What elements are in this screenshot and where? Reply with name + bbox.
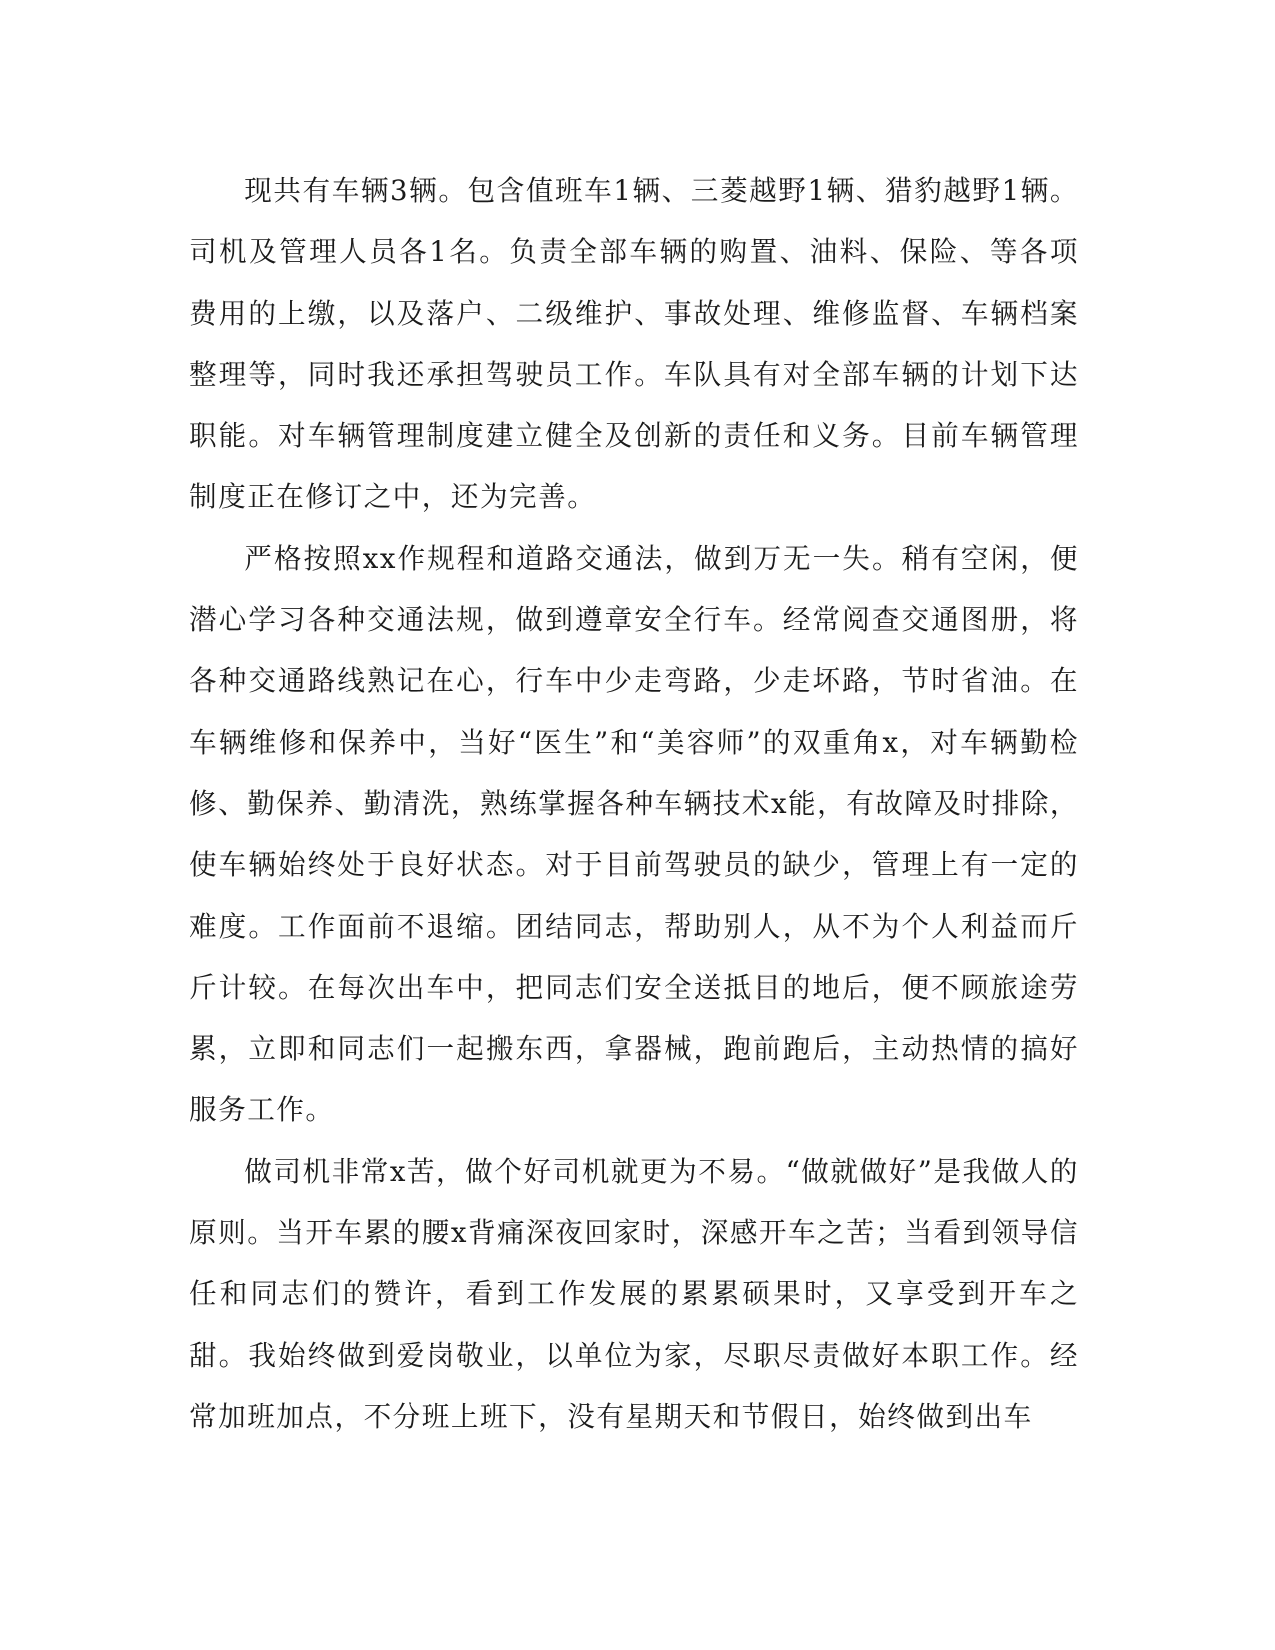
document-body xyxy=(189,160,1079,1447)
paragraph-vehicle-management: 现共有车辆3辆。包含值班车1辆、三菱越野1辆、猎豹越野1辆。司机及管理人员各1名。负责全部车辆的购置、油料、保险、等各项费用的上缴，以及落户、二级维护、事故处理、维修监督、车辆档案整理等，同时我还承担驾驶员工作。车队具有对全部车辆的计划下达职能。对车辆管理制度建立健全及创新的责任和义务。目前车辆管理制度正在修订之中，还为完善。 xyxy=(189,174,1079,514)
paragraph-dedication: 做司机非常x苦，做个好司机就更为不易。“做就做好”是我做人的原则。当开车累的腰x背痛深夜回家时，深感开车之苦；当看到领导信任和同志们的赞许，看到工作发展的累累硕果时，又享受到开车之甜。我始终做到爱岗敬业，以单位为家，尽职尽责做好本职工作。经常加班加点，不分班上班下，没有星期天和节假日，始终做到出车 xyxy=(189,1154,1079,1433)
paragraph-safe-driving: 严格按照xx作规程和道路交通法，做到万无一失。稍有空闲，便潜心学习各种交通法规，做到遵章安全行车。经常阅查交通图册，将各种交通路线熟记在心，行车中少走弯路，少走坏路，节时省油。在车辆维修和保养中，当好“医生”和“美容师”的双重角x，对车辆勤检修、勤保养、勤清洗，熟练掌握各种车辆技术x能，有故障及时排除，使车辆始终处于良好状态。对于目前驾驶员的缺少，管理上有一定的难度。工作面前不退缩。团结同志，帮助别人，从不为个人利益而斤斤计较。在每次出车中，把同志们安全送抵目的地后，便不顾旅途劳累，立即和同志们一起搬东西，拿器械，跑前跑后，主动热情的搞好服务工作。 xyxy=(189,541,1079,1127)
